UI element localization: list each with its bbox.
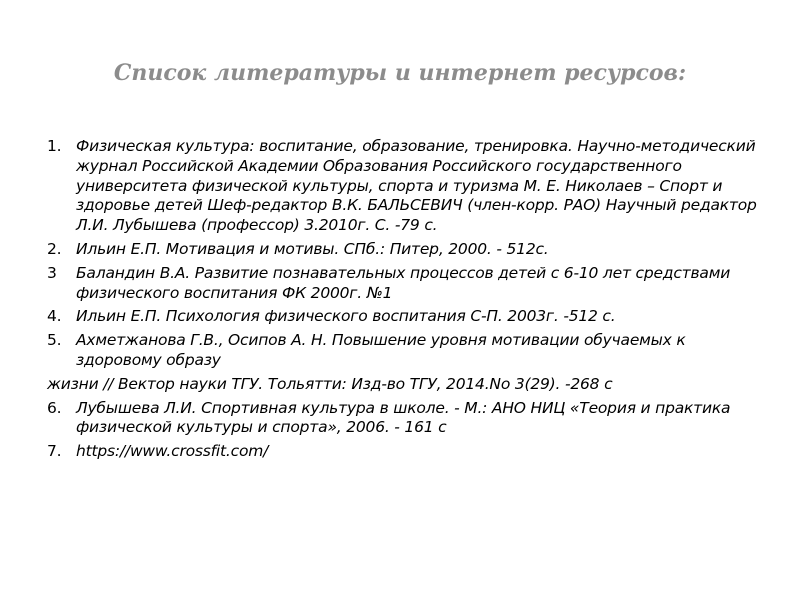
reference-number: 7.	[47, 442, 62, 461]
list-item	[47, 137, 767, 236]
list-item	[47, 264, 767, 304]
reference-number: 1.	[47, 137, 62, 155]
list-item	[47, 442, 767, 462]
reference-number: 6.	[47, 398, 62, 417]
list-item	[47, 307, 767, 327]
list-item	[47, 240, 767, 260]
reference-number: 4.	[47, 307, 62, 326]
page-title: Список литературы и интернет ресурсов:	[113, 60, 687, 86]
reference-list	[47, 137, 767, 466]
list-item	[47, 375, 767, 395]
reference-text: жизни // Вектор науки ТГУ. Тольятти: Изд-во ТГУ, 2014.No 3(29). -268 с	[47, 374, 613, 393]
reference-text: Ильин Е.П. Психология физического воспитания С-П. 2003г. -512 с.	[76, 307, 616, 326]
reference-text: Ильин Е.П. Мотивация и мотивы. СПб.: Питер, 2000. - 512с.	[76, 239, 549, 258]
reference-link[interactable]: https://www.crossfit.com/	[76, 442, 269, 461]
reference-number: 5.	[47, 331, 62, 350]
list-item	[47, 331, 767, 371]
reference-number: 3	[47, 263, 57, 282]
reference-number: 2.	[47, 239, 62, 258]
reference-text: Лубышева Л.И. Спортивная культура в школе. - М.: АНО НИЦ «Теория и практика физической культуры и спорта», 2006. - 161 с	[76, 398, 731, 437]
reference-text: Ахметжанова Г.В., Осипов А. Н. Повышение уровня мотивации обучаемых к здоровому образу	[76, 331, 686, 369]
reference-text: Физическая культура: воспитание, образование, тренировка. Научно-методический журнал Российской Академии Образования Российского государственного университета физической культуры, спорта и туризма М. Е. Николаев – Спорт и здоровье детей Шеф-редактор В.К. БАЛЬСЕВИЧ (член-корр. РАО) Научный редактор Л.И. Лубышева (профессор) 3.2010г. С. -79 с.	[76, 137, 757, 235]
reference-text: Баландин В.А. Развитие познавательных процессов детей с 6-10 лет средствами физического воспитания ФК 2000г. №1	[76, 263, 731, 302]
list-item	[47, 399, 767, 439]
